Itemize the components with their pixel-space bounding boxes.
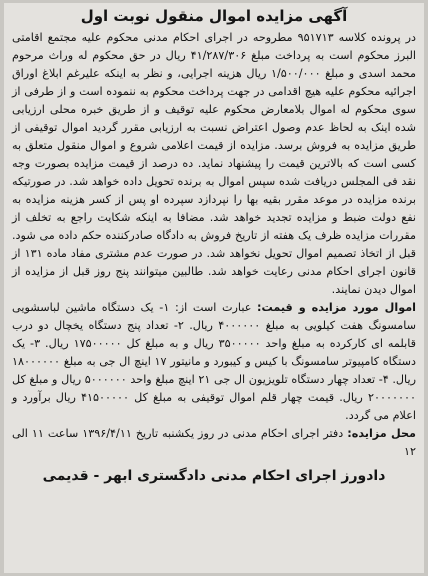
place-text: دفتر اجرای احکام مدنی در روز یکشنبه تاریخ ۱۳۹۶/۴/۱۱ ساعت ۱۱ الی ۱۲ bbox=[12, 427, 416, 458]
place-label: محل مزایده: bbox=[347, 427, 416, 440]
auction-notice bbox=[4, 3, 424, 573]
items-label: اموال مورد مزایده و قیمت: bbox=[257, 301, 416, 314]
notice-title: آگهی مزایده اموال منقول نوبت اول bbox=[80, 7, 348, 25]
items-paragraph bbox=[12, 299, 416, 425]
notice-body: در پرونده کلاسه ۹۵۱۷۱۳ مطروحه در اجرای احکام مدنی محکوم علیه مجتمع اقامتی البرز محکوم است به پرداخت مبلغ ۴۱/۲۸۷/۳۰۶ ریال در حق محکوم له وراث مرحوم محمد اسدی و مبلغ ۱/۵۰۰/۰۰۰ ریال هزینه اجرایی، و نظر به اینکه علیرغم ابلاغ اوراق اجرائیه محکوم علیه هیچ اقدامی در جهت پرداخت محکوم به ننموده است و از طرفی از سوی محکوم له اموال بلامعارض محکوم علیه توقیف و از طریق خبره محلی ارزیابی شده اینک به لحاظ عدم وصول اعتراض نسبت به ارزیابی مقرر گردید اموال توقیفی از طریق مزایده به فروش برسد. مزایده از قیمت اعلامی شروع و اموال منقول متعلق به کسی است که بالاترین قیمت را پیشنهاد نماید. ده درصد از قیمت مزایده بصورت وجه نقد فی المجلس دریافت شده سپس اموال به برنده تحویل داده خواهد شد. در صورتیکه برنده مزایده در موعد مقرر بقیه بها را نپردازد سپرده او پس از کسر هزینه مزایده به نفع دولت ضبط و مزایده تجدید خواهد شد. مضافا به اینکه شکایت راجع به تخلف از مقررات مزایده ظرف یک هفته از تاریخ فروش به دادگاه صادرکننده حکم داده می شود. قبل از اتخاذ تصمیم اموال تحویل نخواهد شد. در صورت عدم مشتری مفاد ماده ۱۳۱ از قانون اجرای احکام مدنی رعایت خواهد شد. طالبین میتوانند پنج روز قبل از مزایده از اموال دیدن نمایند. bbox=[12, 31, 417, 296]
signature: دادورز اجرای احکام مدنی دادگستری ابهر - قدیمی bbox=[42, 468, 386, 484]
items-text: عبارت است از: ۱- یک دستگاه ماشین لباسشویی سامسونگ هفت کیلویی به مبلغ ۴۰۰۰۰۰۰ ریال. ۲- تعداد پنج دستگاه یخچال دو درب قابلمه ای کارکرده به مبلغ واحد ۳۵۰۰۰۰۰ ریال و به مبلغ کل ۱۷۵۰۰۰۰۰ ریال. ۳- یک دستگاه کامپیوتر سامسونگ با کیس و کیبورد و مانیتور ۱۷ اینچ ال جی به مبلغ ۱۸۰۰۰۰۰۰ ریال. ۴- تعداد چهار دستگاه تلویزیون ال جی ۲۱ اینچ مبلغ واحد ۵۰۰۰۰۰۰ ریال و مبلغ کل ۲۰۰۰۰۰۰۰ ریال. قیمت چهار قلم اموال توقیفی به مبلغ کل ۴۱۵۰۰۰۰۰ ریال برآورد و اعلام می گردد. bbox=[12, 301, 417, 422]
place-paragraph bbox=[12, 425, 416, 461]
